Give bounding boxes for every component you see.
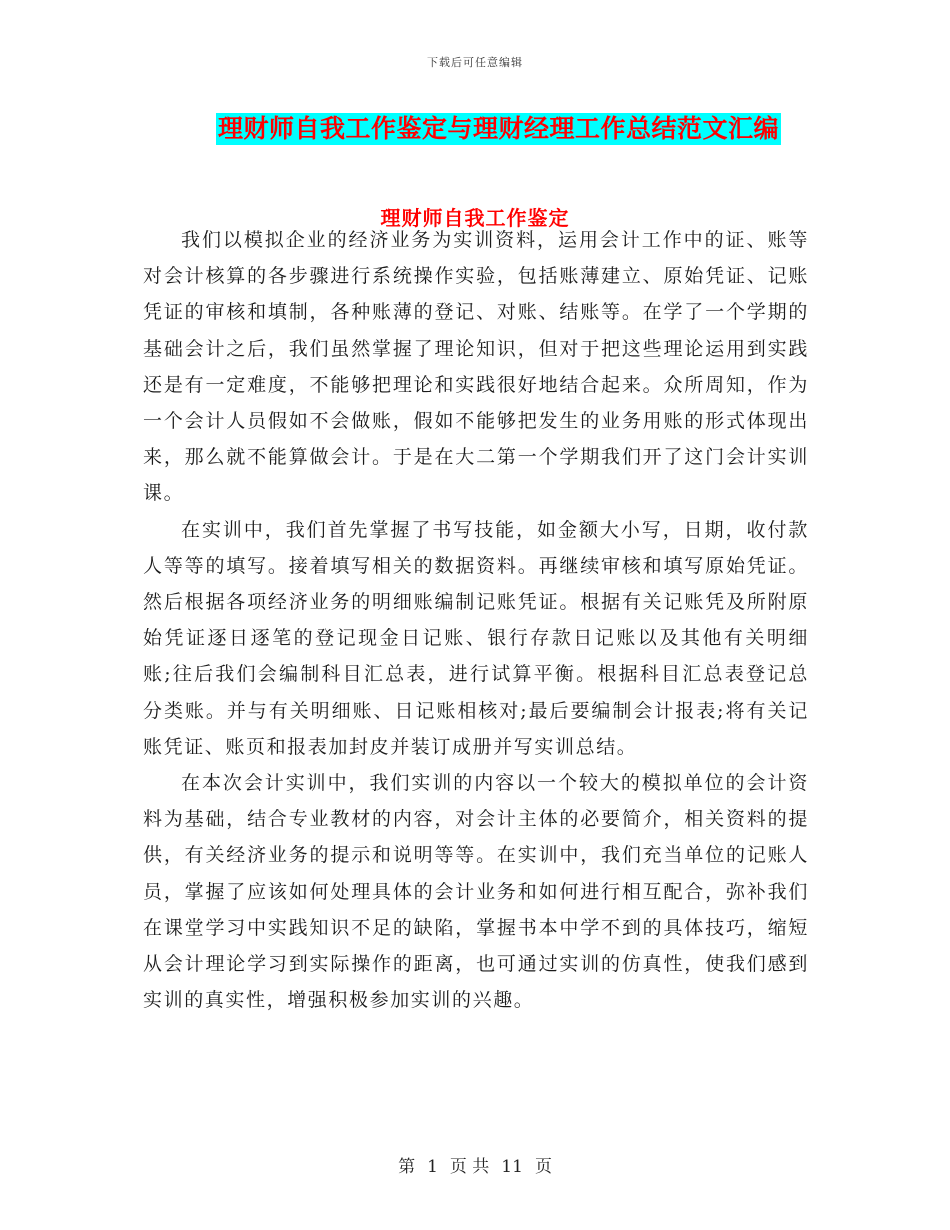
paragraph-2: 在实训中，我们首先掌握了书写技能，如金额大小写，日期，收付款人等等的填写。接着填写相关的数据资料。再继续审核和填写原始凭证。然后根据各项经济业务的明细账编制记账凭证。根据有关记账凭及所附原始凭证逐日逐笔的登记现金日记账、银行存款日记账以及其他有关明细账;往后我们会编制科目汇总表，进行试算平衡。根据科目汇总表登记总分类账。并与有关明细账、日记账相核对;最后要编制会计报表;将有关记账凭证、账页和报表加封皮并装订成册并写实训总结。 (143, 518, 809, 758)
footer-total-pages: 11 (501, 1157, 523, 1177)
paragraph-1: 我们以模拟企业的经济业务为实训资料，运用会计工作中的证、账等对会计核算的各步骤进行系统操作实验，包括账薄建立、原始凭证、记账凭证的审核和填制，各种账薄的登记、对账、结账等。在学了一个学期的基础会计之后，我们虽然掌握了理论知识，但对于把这些理论运用到实践还是有一定难度，不能够把理论和实践很好地结合起来。众所周知，作为一个会计人员假如不会做账，假如不能够把发生的业务用账的形式体现出来，那么就不能算做会计。于是在大二第一个学期我们开了这门会计实训课。 (143, 229, 809, 505)
footer-prefix: 第 (398, 1157, 416, 1177)
footer-middle: 页 共 (449, 1157, 490, 1177)
footer-suffix: 页 (534, 1157, 552, 1177)
main-title: 理财师自我工作鉴定与理财经理工作总结范文汇编 (217, 114, 779, 143)
footer-page-number: 1 (427, 1157, 438, 1177)
header-note: 下载后可任意编辑 (427, 56, 523, 69)
document-body (143, 222, 809, 1018)
section-title: 理财师自我工作鉴定 (380, 206, 570, 230)
page-footer (0, 1152, 950, 1177)
main-title-container (0, 113, 950, 145)
paragraph-3: 在本次会计实训中，我们实训的内容以一个较大的模拟单位的会计资料为基础，结合专业教材的内容，对会计主体的必要简介，相关资料的提供，有关经济业务的提示和说明等等。在实训中，我们充当单位的记账人员，掌握了应该如何处理具体的会计业务和如何进行相互配合，弥补我们在课堂学习中实践知识不足的缺陷，掌握书本中学不到的具体技巧，缩短从会计理论学习到实际操作的距离，也可通过实训的仿真性，使我们感到实训的真实性，增强积极参加实训的兴趣。 (143, 772, 809, 1012)
